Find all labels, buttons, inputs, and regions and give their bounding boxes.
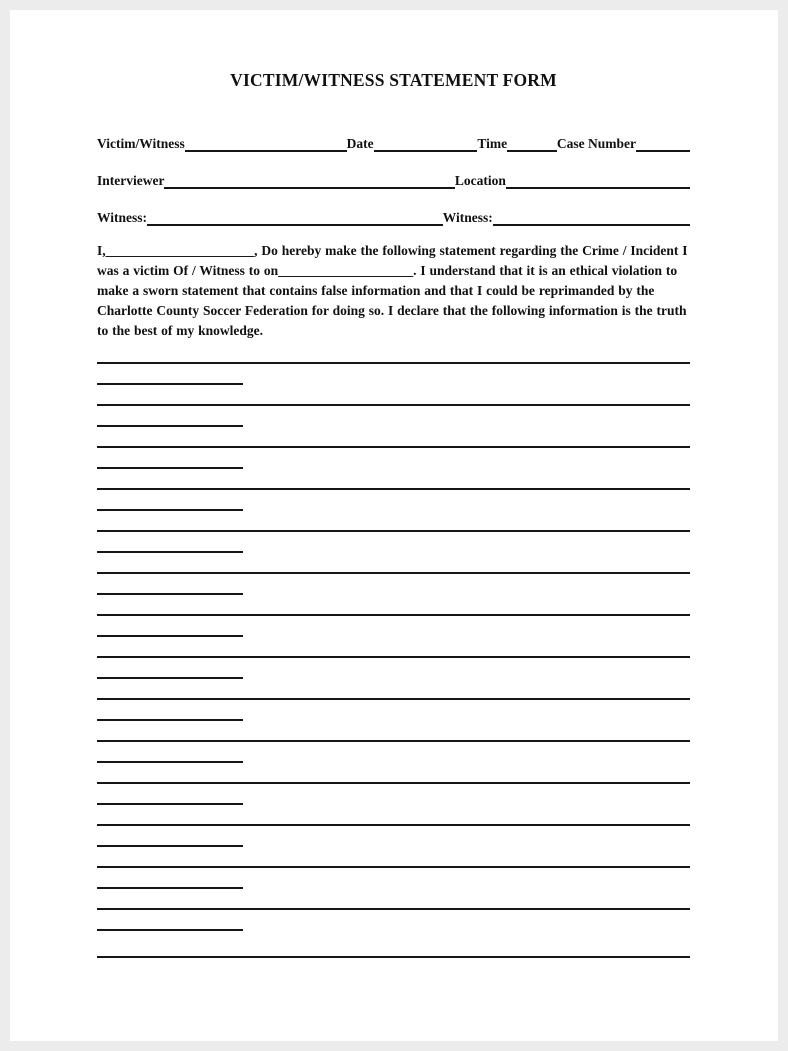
- writing-line-long: [97, 427, 690, 448]
- location-label: Location: [454, 173, 506, 188]
- writing-line-short: [97, 868, 243, 889]
- witness-right-label: Witness:: [442, 210, 493, 225]
- writing-line-long: [97, 805, 690, 826]
- date-blank-line: [374, 136, 478, 152]
- interviewer-blank-line: [164, 173, 454, 189]
- writing-line-short: [97, 406, 243, 427]
- writing-line-short: [97, 826, 243, 847]
- interviewer-label: Interviewer: [97, 173, 165, 188]
- writing-line-long: [97, 847, 690, 868]
- writing-line-long: [97, 553, 690, 574]
- writing-line-short: [97, 574, 243, 595]
- writing-line-short: [97, 700, 243, 721]
- witness-right-blank-line: [493, 210, 690, 226]
- writing-line-long: [97, 385, 690, 406]
- writing-line-long: [97, 721, 690, 742]
- writing-line-short: [97, 910, 243, 931]
- writing-line-short: [97, 364, 243, 385]
- writing-line-long: [97, 511, 690, 532]
- writing-line-short: [97, 784, 243, 805]
- writing-line-long: [97, 889, 690, 910]
- writing-line-long: [97, 763, 690, 784]
- date-label: Date: [346, 136, 374, 151]
- document-content: [97, 10, 690, 958]
- witness-left-blank-line: [147, 210, 443, 226]
- form-title: VICTIM/WITNESS STATEMENT FORM: [230, 70, 557, 90]
- writing-line-long: [97, 637, 690, 658]
- field-row-witnesses: [97, 209, 690, 226]
- writing-line-short: [97, 532, 243, 553]
- writing-line-short: [97, 448, 243, 469]
- writing-line-short: [97, 742, 243, 763]
- time-blank-line: [507, 136, 557, 152]
- writing-line-short: [97, 490, 243, 511]
- document-page: [10, 10, 778, 1041]
- case-number-label: Case Number: [556, 136, 637, 151]
- writing-line-short: [97, 616, 243, 637]
- writing-line-long: [97, 343, 690, 364]
- writing-line-short: [97, 658, 243, 679]
- witness-left-label: Witness:: [97, 210, 148, 225]
- statement-paragraph: I,______________________, Do hereby make the following statement regarding the Crime / Incident I was a victim Of / Witness to on____________________. I understand that it is an ethical violation to make a sworn statement that contains false information and that I could be reprimanded by the Charlotte County Soccer Federation for doing so. I declare that the following information is the truth to the best of my knowledge.: [97, 243, 688, 338]
- victim-witness-label: Victim/Witness: [97, 136, 185, 151]
- writing-line-final: [97, 937, 690, 958]
- victim-witness-blank-line: [185, 136, 347, 152]
- writing-line-long: [97, 469, 690, 490]
- field-row-interviewer-location: [97, 172, 690, 189]
- field-row-top: [97, 135, 690, 152]
- time-label: Time: [477, 136, 508, 151]
- writing-line-long: [97, 679, 690, 700]
- case-number-blank-line: [636, 136, 690, 152]
- location-blank-line: [506, 173, 690, 189]
- writing-line-long: [97, 595, 690, 616]
- statement-writing-lines: [97, 343, 690, 931]
